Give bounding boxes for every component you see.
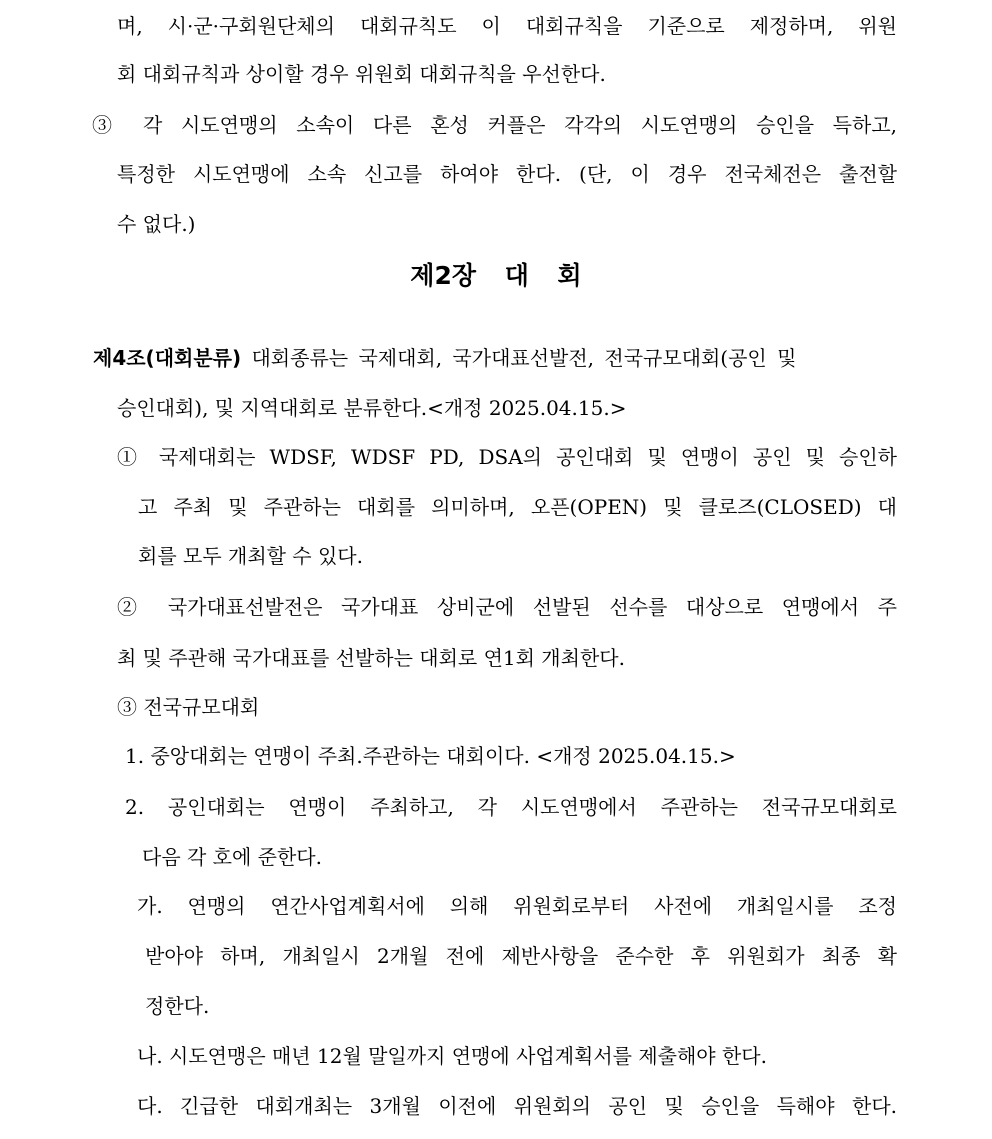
text-line: 수 없다.) — [117, 212, 196, 236]
text-line: ③ 각 시도연맹의 소속이 다른 혼성 커플은 각각의 시도연맹의 승인을 득하고, — [92, 113, 897, 137]
text-line: 회를 모두 개최할 수 있다. — [138, 544, 363, 568]
text-line: 받아야 하며, 개최일시 2개월 전에 제반사항을 준수한 후 위원회가 최종 확 — [145, 944, 897, 968]
text-line: ① 국제대회는 WDSF, WDSF PD, DSA의 공인대회 및 연맹이 공인 및 승인하 — [117, 445, 897, 469]
article-4-first-line — [93, 343, 897, 373]
text-line: 다. 긴급한 대회개최는 3개월 이전에 위원회의 공인 및 승인을 득해야 한다. — [137, 1094, 897, 1118]
text-line: 정한다. — [145, 994, 210, 1018]
chapter-heading: 제2장 대 회 — [410, 261, 582, 290]
text-line: 다음 각 호에 준한다. — [142, 845, 322, 869]
article-text: 대회종류는 국제대회, 국가대표선발전, 전국규모대회(공인 및 — [241, 346, 797, 370]
text-line: 승인대회), 및 지역대회로 분류한다.<개정 2025.04.15.> — [117, 396, 627, 420]
text-line: 고 주최 및 주관하는 대회를 의미하며, 오픈(OPEN) 및 클로즈(CLOSED) 대 — [138, 495, 897, 519]
text-line: 특정한 시도연맹에 소속 신고를 하여야 한다. (단, 이 경우 전국체전은 출전할 — [117, 162, 897, 186]
text-line: 가. 연맹의 연간사업계획서에 의해 위원회로부터 사전에 개최일시를 조정 — [137, 894, 897, 918]
text-line: ② 국가대표선발전은 국가대표 상비군에 선발된 선수를 대상으로 연맹에서 주 — [117, 595, 897, 619]
text-line: 나. 시도연맹은 매년 12월 말일까지 연맹에 사업계획서를 제출해야 한다. — [137, 1044, 767, 1068]
text-line: 회 대회규칙과 상이할 경우 위원회 대회규칙을 우선한다. — [117, 62, 606, 86]
text-line: 2. 공인대회는 연맹이 주최하고, 각 시도연맹에서 주관하는 전국규모대회로 — [125, 795, 897, 819]
text-line: 1. 중앙대회는 연맹이 주최.주관하는 대회이다. <개정 2025.04.15.> — [125, 744, 736, 768]
text-line: 최 및 주관해 국가대표를 선발하는 대회로 연1회 개최한다. — [117, 646, 625, 670]
article-title: 제4조(대회분류) — [93, 346, 242, 370]
text-line: 며, 시·군·구회원단체의 대회규칙도 이 대회규칙을 기준으로 제정하며, 위원 — [117, 14, 897, 38]
text-line: ③ 전국규모대회 — [117, 695, 260, 719]
